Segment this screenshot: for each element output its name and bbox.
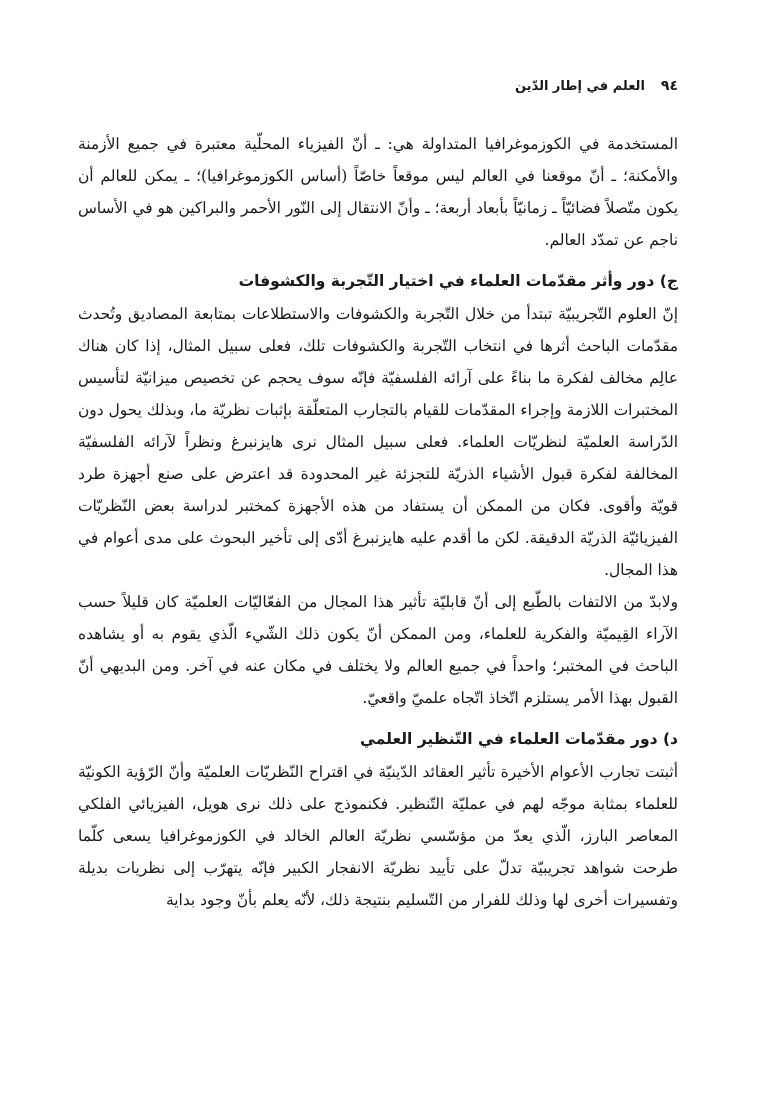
page-number: ٩٤ (660, 78, 678, 94)
section-heading-c: ج) دور وأثر مقدّمات العلماء في اختيار التّجربة والكشوفات (238, 272, 678, 290)
running-header (78, 78, 678, 104)
paragraph-4: أثبتت تجارب الأعوام الأخيرة تأثير العقائد الدّينيّة في اقتراح النّظريّات العلميّة وأنّ الرّؤية الكونيّة للعلماء بمثابة موجّه لهم في عمليّة التّنظير. فكنموذج على ذلك نرى هويل، الفيزيائي الفلكي المعاصر البارز، الّذي يعدّ من مؤسّسي نظريّة العالم الخالد في الكوزموغرافيا يسعى كلّما طرحت شواهد تجريبيّة تدلّ على تأييد نظريّة الانفجار الكبير فإنّه يتهرّب إلى نظريات بديلة وتفسيرات أخرى لها وذلك للفرار من التّسليم بنتيجة ذلك، لأنّه يعلم بأنّ وجود بداية (78, 763, 678, 909)
paragraph-3: ولابدّ من الالتفات بالطّبع إلى أنّ قابليّة تأثير هذا المجال من الفعّاليّات العلميّة كان قليلاً حسب الآراء القِيميّة والفكرية للعلماء، ومن الممكن أنّ يكون ذلك الشّيء الّذي يقوم به أو يشاهده الباحث في المختبر؛ واحداً في جميع العالم ولا يختلف في مكان عنه في آخر. ومن البديهي أنّ القبول بهذا الأمر يستلزم اتّخاذ اتّجاه علميّ واقعيّ. (78, 593, 678, 707)
section-heading-d: د) دور مقدّمات العلماء في التّنظير العلمي (360, 730, 678, 748)
paragraph-2: إنّ العلوم التّجريبيّة تبتدأ من خلال التّجربة والكشوفات والاستطلاعات بمتابعة المصاديق وتُحدث مقدّمات الباحث أثرها في انتخاب التّجربة والكشوفات تلك، فعلى سبيل المثال، إذا كان هناك عالِم مخالف لفكرة ما بناءً على آرائه الفلسفيّة فإنّه سوف يحجم عن تخصيص ميزانيّة لتأسيس المختبرات اللازمة وإجراء المقدّمات للقيام بالتجارب المتعلّقة بإثبات نظريّة ما، وبذلك يحول دون الدّراسة العلميّة لنظريّات العلماء. فعلى سبيل المثال نرى هايزنبرغ ونظراً لآرائه الفلسفيّة المخالفة لفكرة قبول الأشياء الذريّة للتجزئة غير المحدودة قد اعترض على صنع أجهزة طرد قويّة وأقوى. فكان من الممكن أن يستفاد من هذه الأجهزة كمختبر لدراسة بعض النّظريّات الفيزيائيّة الذريّة الدقيقة. لكن ما أقدم عليه هايزنبرغ أدّى إلى تأخير البحوث على مدى أعوام في هذا المجال. (78, 305, 678, 579)
paragraph-1: المستخدمة في الكوزموغرافيا المتداولة هي: ـ أنّ الفيزياء المحلّية معتبرة في جميع الأزمنة والأمكنة؛ ـ أنّ موقعنا في العالم ليس موقعاً خاصّاً (أساس الكوزموغرافيا)؛ ـ يمكن للعالم أن يكون متّصلاً فضائيّاً ـ زمانيّاً بأبعاد أربعة؛ ـ وأنّ الانتقال إلى النّور الأحمر والبراكين هو في الأساس ناجم عن تمدّد العالم. (78, 135, 678, 249)
book-page (78, 78, 678, 916)
running-title: العلم في إطار الدّين (514, 79, 645, 94)
